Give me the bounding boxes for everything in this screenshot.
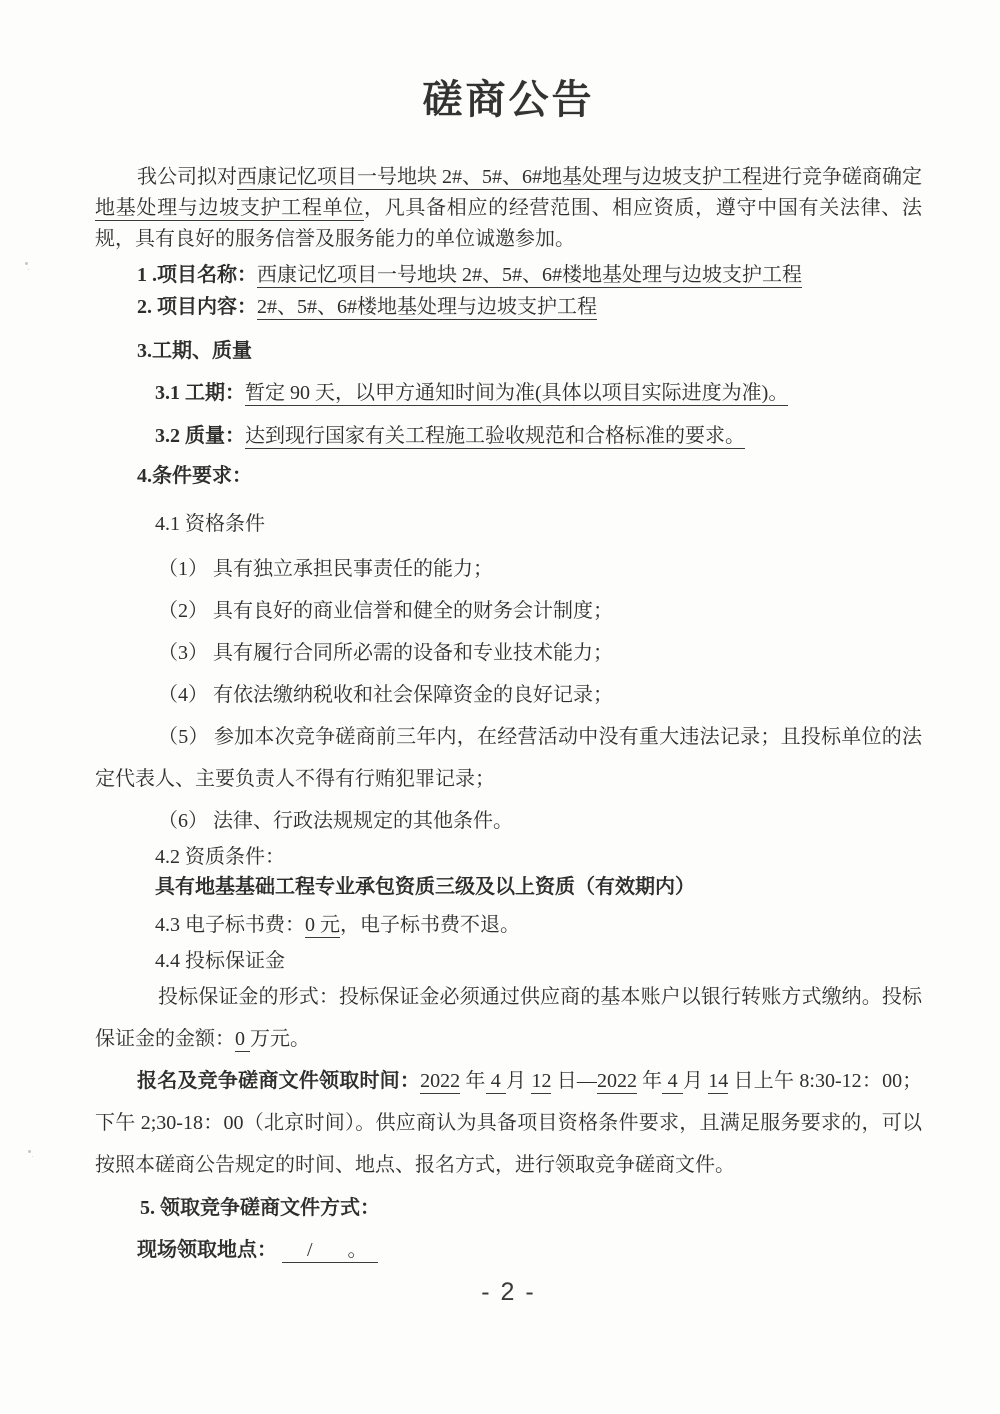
intro-underlined-unit: 地基处理与边坡支护工程单位 (95, 197, 364, 219)
heading-duration-quality: 3.工期、质量 (137, 340, 252, 362)
reg-year2: 2022 (596, 1070, 637, 1092)
item1-label: 项目名称： (157, 264, 257, 286)
condition-item-2: （2） 具有良好的商业信誉和健全的财务会计制度； (158, 600, 613, 622)
item43-label: 4.3 电子标书费： (155, 914, 305, 936)
heading-bid-deposit: 4.4 投标保证金 (155, 950, 285, 972)
item1-number: 1 . (137, 264, 157, 286)
reg-text3: 日— (551, 1070, 597, 1092)
intro-mid: 进行竞争磋商确定 (762, 166, 922, 188)
item2-value: 2#、5#、6#楼地基处理与边坡支护工程 (257, 296, 597, 318)
reg-text6: 日上午 8:30-12：00；下午 2;30-18：00（北京时间）。供应商认为具备项目资格条件要求，且满足服务要求的，可以按照本磋商公告规定的时间、地点、报名方式，进行领取竞争磋商文件。 (95, 1070, 923, 1176)
reg-text5: 月 (682, 1070, 709, 1092)
deposit-tail: 万元。 (250, 1028, 310, 1050)
reg-day2: 14 (708, 1070, 729, 1092)
condition-item-4: （4） 有依法缴纳税收和社会保障资金的良好记录； (158, 684, 613, 706)
conditions-list (95, 548, 922, 842)
intro-tail: ，凡具备相应的经营范围、相应资质，遵守中国有关法律、法规，具有良好的服务信誉及服务能力的单位诚邀参加。 (95, 197, 922, 250)
item2-number: 2. (137, 296, 157, 318)
deposit-amount: 0 (235, 1028, 250, 1050)
deposit-paragraph (95, 976, 922, 1060)
heading-credential: 4.2 资质条件： (155, 846, 285, 868)
page-title: 磋商公告 (422, 77, 595, 122)
reg-year1: 2022 (420, 1070, 461, 1092)
scan-artifact-dot (25, 262, 28, 265)
item32-value: 达到现行国家有关工程施工验收规范和合格标准的要求。 (245, 425, 745, 447)
pickup-location-line (137, 1234, 922, 1266)
credential-requirement: 具有地基基础工程专业承包资质三级及以上资质（有效期内） (155, 876, 695, 898)
reg-month1: 4 (485, 1070, 507, 1092)
registration-paragraph (95, 1060, 922, 1186)
reg-text2: 月 (506, 1070, 532, 1092)
reg-text4: 年 (636, 1070, 663, 1092)
item-bid-doc-fee (155, 910, 922, 940)
reg-day1: 12 (531, 1070, 552, 1092)
item-project-name (137, 259, 922, 291)
scan-artifact-dot (28, 1150, 31, 1153)
reg-text1: 年 (460, 1070, 486, 1092)
item-quality (155, 420, 922, 452)
reg-month2: 4 (662, 1070, 683, 1092)
item32-label: 3.2 质量： (155, 425, 245, 447)
item31-value: 暂定 90 天，以甲方通知时间为准(具体以项目实际进度为准)。 (245, 382, 789, 404)
intro-underlined-project: 西康记忆项目一号地块 2#、5#、6#地基处理与边坡支护工程 (237, 166, 762, 188)
condition-item-5: （5） 参加本次竞争磋商前三年内，在经营活动中没有重大违法记录；且投标单位的法定代表人、主要负责人不得有行贿犯罪记录； (95, 726, 922, 790)
item43-tail: ，电子标书费不退。 (340, 914, 520, 936)
condition-item-3: （3） 具有履行合同所必需的设备和专业技术能力； (158, 642, 613, 664)
deposit-lead: 投标保证金的形式：投标保证金必须通过供应商的基本账户以银行转账方式缴纳。投标保证金的金额： (95, 986, 922, 1050)
intro-lead: 我公司拟对 (137, 166, 237, 188)
item31-label: 3.1 工期： (155, 382, 245, 404)
pickup-location-label: 现场领取地点： (137, 1239, 282, 1261)
item43-fee-value: 0 元 (305, 914, 340, 936)
heading-pickup-method: 5. 领取竞争磋商文件方式： (140, 1197, 380, 1219)
page-number: - 2 - (481, 1278, 536, 1306)
intro-paragraph (95, 162, 922, 255)
item2-label: 项目内容： (157, 296, 257, 318)
item-project-content (137, 291, 922, 323)
condition-item-6: （6） 法律、行政法规规定的其他条件。 (158, 810, 513, 832)
item1-value: 西康记忆项目一号地块 2#、5#、6#楼地基处理与边坡支护工程 (257, 264, 802, 286)
condition-item-1: （1） 具有独立承担民事责任的能力； (158, 558, 493, 580)
registration-label: 报名及竞争磋商文件领取时间： (137, 1070, 421, 1092)
heading-qualification: 4.1 资格条件 (155, 513, 265, 535)
pickup-location-blank: / 。 (282, 1239, 378, 1261)
item-duration (155, 377, 922, 409)
heading-requirements: 4.条件要求： (137, 465, 252, 487)
